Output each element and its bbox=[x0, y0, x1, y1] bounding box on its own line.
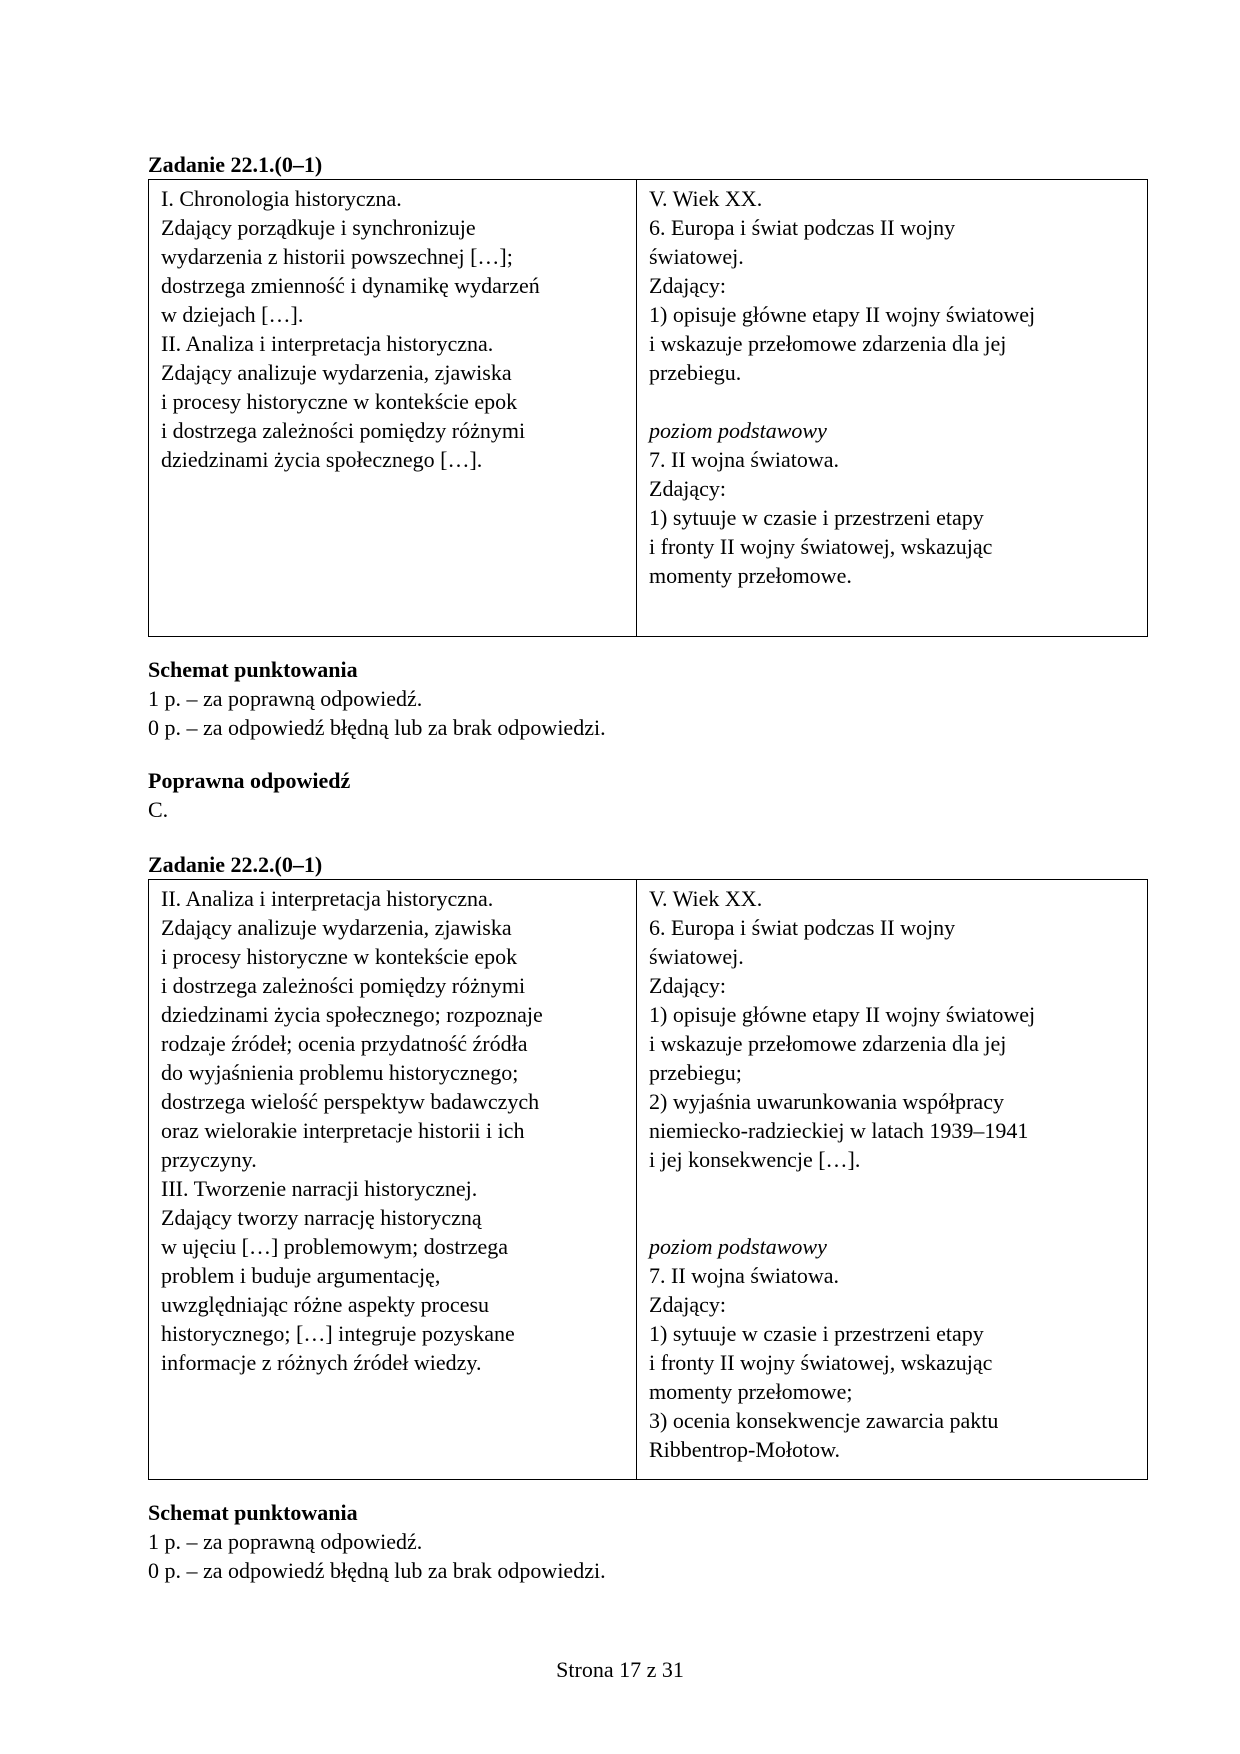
text-line: przyczyny. bbox=[161, 1147, 257, 1172]
text-line: 1) opisuje główne etapy II wojny światowej bbox=[649, 1002, 1036, 1027]
text-line: i jej konsekwencje […]. bbox=[649, 1147, 861, 1172]
text-line: problem i buduje argumentację, bbox=[161, 1263, 441, 1288]
text-line: i fronty II wojny światowej, wskazując bbox=[649, 1350, 993, 1375]
text-line: Zdający analizuje wydarzenia, zjawiska bbox=[161, 360, 512, 385]
answer-title: Poprawna odpowiedź bbox=[148, 768, 351, 793]
text-line: Zdający: bbox=[649, 1292, 726, 1317]
text-line: dostrzega wielość perspektyw badawczych bbox=[161, 1089, 540, 1114]
text-line: Zdający: bbox=[649, 273, 726, 298]
requirements-table bbox=[148, 179, 1148, 637]
text-line: 2) wyjaśnia uwarunkowania współpracy bbox=[649, 1089, 1004, 1114]
scoring-title: Schemat punktowania bbox=[148, 1500, 358, 1525]
scoring-line: 1 p. – za poprawną odpowiedź. bbox=[148, 686, 423, 711]
text-line: Zdający analizuje wydarzenia, zjawiska bbox=[161, 915, 512, 940]
text-line: III. Tworzenie narracji historycznej. bbox=[161, 1176, 478, 1201]
task-22-1 bbox=[148, 151, 1098, 637]
requirements-table bbox=[148, 879, 1148, 1480]
text-line: V. Wiek XX. bbox=[649, 186, 763, 211]
text-line: wydarzenia z historii powszechnej […]; bbox=[161, 244, 513, 269]
text-line: Ribbentrop-Mołotow. bbox=[649, 1437, 841, 1462]
scoring-line: 0 p. – za odpowiedź błędną lub za brak odpowiedzi. bbox=[148, 715, 606, 740]
text-line: i procesy historyczne w kontekście epok bbox=[161, 944, 518, 969]
text-line: Zdający: bbox=[649, 476, 726, 501]
text-line: V. Wiek XX. bbox=[649, 886, 763, 911]
task-title: Zadanie 22.2.(0–1) bbox=[148, 852, 323, 877]
text-line: przebiegu; bbox=[649, 1060, 742, 1085]
text-line: historycznego; […] integruje pozyskane bbox=[161, 1321, 515, 1346]
text-line: 7. II wojna światowa. bbox=[649, 1263, 840, 1288]
text-line: 6. Europa i świat podczas II wojny bbox=[649, 215, 956, 240]
text-line: momenty przełomowe; bbox=[649, 1379, 853, 1404]
text-line: Zdający: bbox=[649, 973, 726, 998]
level-label: poziom podstawowy bbox=[649, 1234, 827, 1259]
text-line: rodzaje źródeł; ocenia przydatność źródła bbox=[161, 1031, 528, 1056]
text-line: dziedzinami życia społecznego […]. bbox=[161, 447, 483, 472]
text-line: I. Chronologia historyczna. bbox=[161, 186, 402, 211]
text-line: 1) sytuuje w czasie i przestrzeni etapy bbox=[649, 505, 984, 530]
text-line: i wskazuje przełomowe zdarzenia dla jej bbox=[649, 331, 1007, 356]
level-label: poziom podstawowy bbox=[649, 418, 827, 443]
task-title: Zadanie 22.1.(0–1) bbox=[148, 152, 323, 177]
scoring-scheme-1 bbox=[148, 656, 1098, 742]
answer-value: C. bbox=[148, 797, 169, 822]
detailed-requirements-cell bbox=[637, 880, 1148, 1480]
general-requirements-cell bbox=[149, 880, 637, 1480]
text-line: 1) opisuje główne etapy II wojny światowej bbox=[649, 302, 1036, 327]
text-line: w ujęciu […] problemowym; dostrzega bbox=[161, 1234, 509, 1259]
text-line: informacje z różnych źródeł wiedzy. bbox=[161, 1350, 482, 1375]
text-line: II. Analiza i interpretacja historyczna. bbox=[161, 886, 494, 911]
text-line: uwzględniając różne aspekty procesu bbox=[161, 1292, 490, 1317]
text-line: i dostrzega zależności pomiędzy różnymi bbox=[161, 418, 526, 443]
correct-answer-1 bbox=[148, 767, 1098, 824]
text-line: światowej. bbox=[649, 944, 744, 969]
text-line: i dostrzega zależności pomiędzy różnymi bbox=[161, 973, 526, 998]
text-line: II. Analiza i interpretacja historyczna. bbox=[161, 331, 494, 356]
text-line: 6. Europa i świat podczas II wojny bbox=[649, 915, 956, 940]
text-line: 1) sytuuje w czasie i przestrzeni etapy bbox=[649, 1321, 984, 1346]
general-requirements-cell bbox=[149, 180, 637, 637]
text-line: momenty przełomowe. bbox=[649, 563, 852, 588]
scoring-title: Schemat punktowania bbox=[148, 657, 358, 682]
text-line: i fronty II wojny światowej, wskazując bbox=[649, 534, 993, 559]
text-line: 7. II wojna światowa. bbox=[649, 447, 840, 472]
text-line: Zdający porządkuje i synchronizuje bbox=[161, 215, 476, 240]
text-line: dostrzega zmienność i dynamikę wydarzeń bbox=[161, 273, 540, 298]
text-line: przebiegu. bbox=[649, 360, 742, 385]
text-line: dziedzinami życia społecznego; rozpoznaje bbox=[161, 1002, 543, 1027]
task-22-2 bbox=[148, 851, 1098, 1480]
detailed-requirements-cell bbox=[637, 180, 1148, 637]
scoring-line: 1 p. – za poprawną odpowiedź. bbox=[148, 1529, 423, 1554]
text-line: światowej. bbox=[649, 244, 744, 269]
text-line: w dziejach […]. bbox=[161, 302, 304, 327]
text-line: i wskazuje przełomowe zdarzenia dla jej bbox=[649, 1031, 1007, 1056]
text-line: do wyjaśnienia problemu historycznego; bbox=[161, 1060, 519, 1085]
text-line: oraz wielorakie interpretacje historii i ich bbox=[161, 1118, 525, 1143]
page-number: Strona 17 z 31 bbox=[556, 1657, 684, 1682]
scoring-scheme-2 bbox=[148, 1499, 1098, 1585]
text-line: niemiecko-radzieckiej w latach 1939–1941 bbox=[649, 1118, 1029, 1143]
text-line: Zdający tworzy narrację historyczną bbox=[161, 1205, 482, 1230]
text-line: i procesy historyczne w kontekście epok bbox=[161, 389, 518, 414]
text-line: 3) ocenia konsekwencje zawarcia paktu bbox=[649, 1408, 999, 1433]
scoring-line: 0 p. – za odpowiedź błędną lub za brak odpowiedzi. bbox=[148, 1558, 606, 1583]
